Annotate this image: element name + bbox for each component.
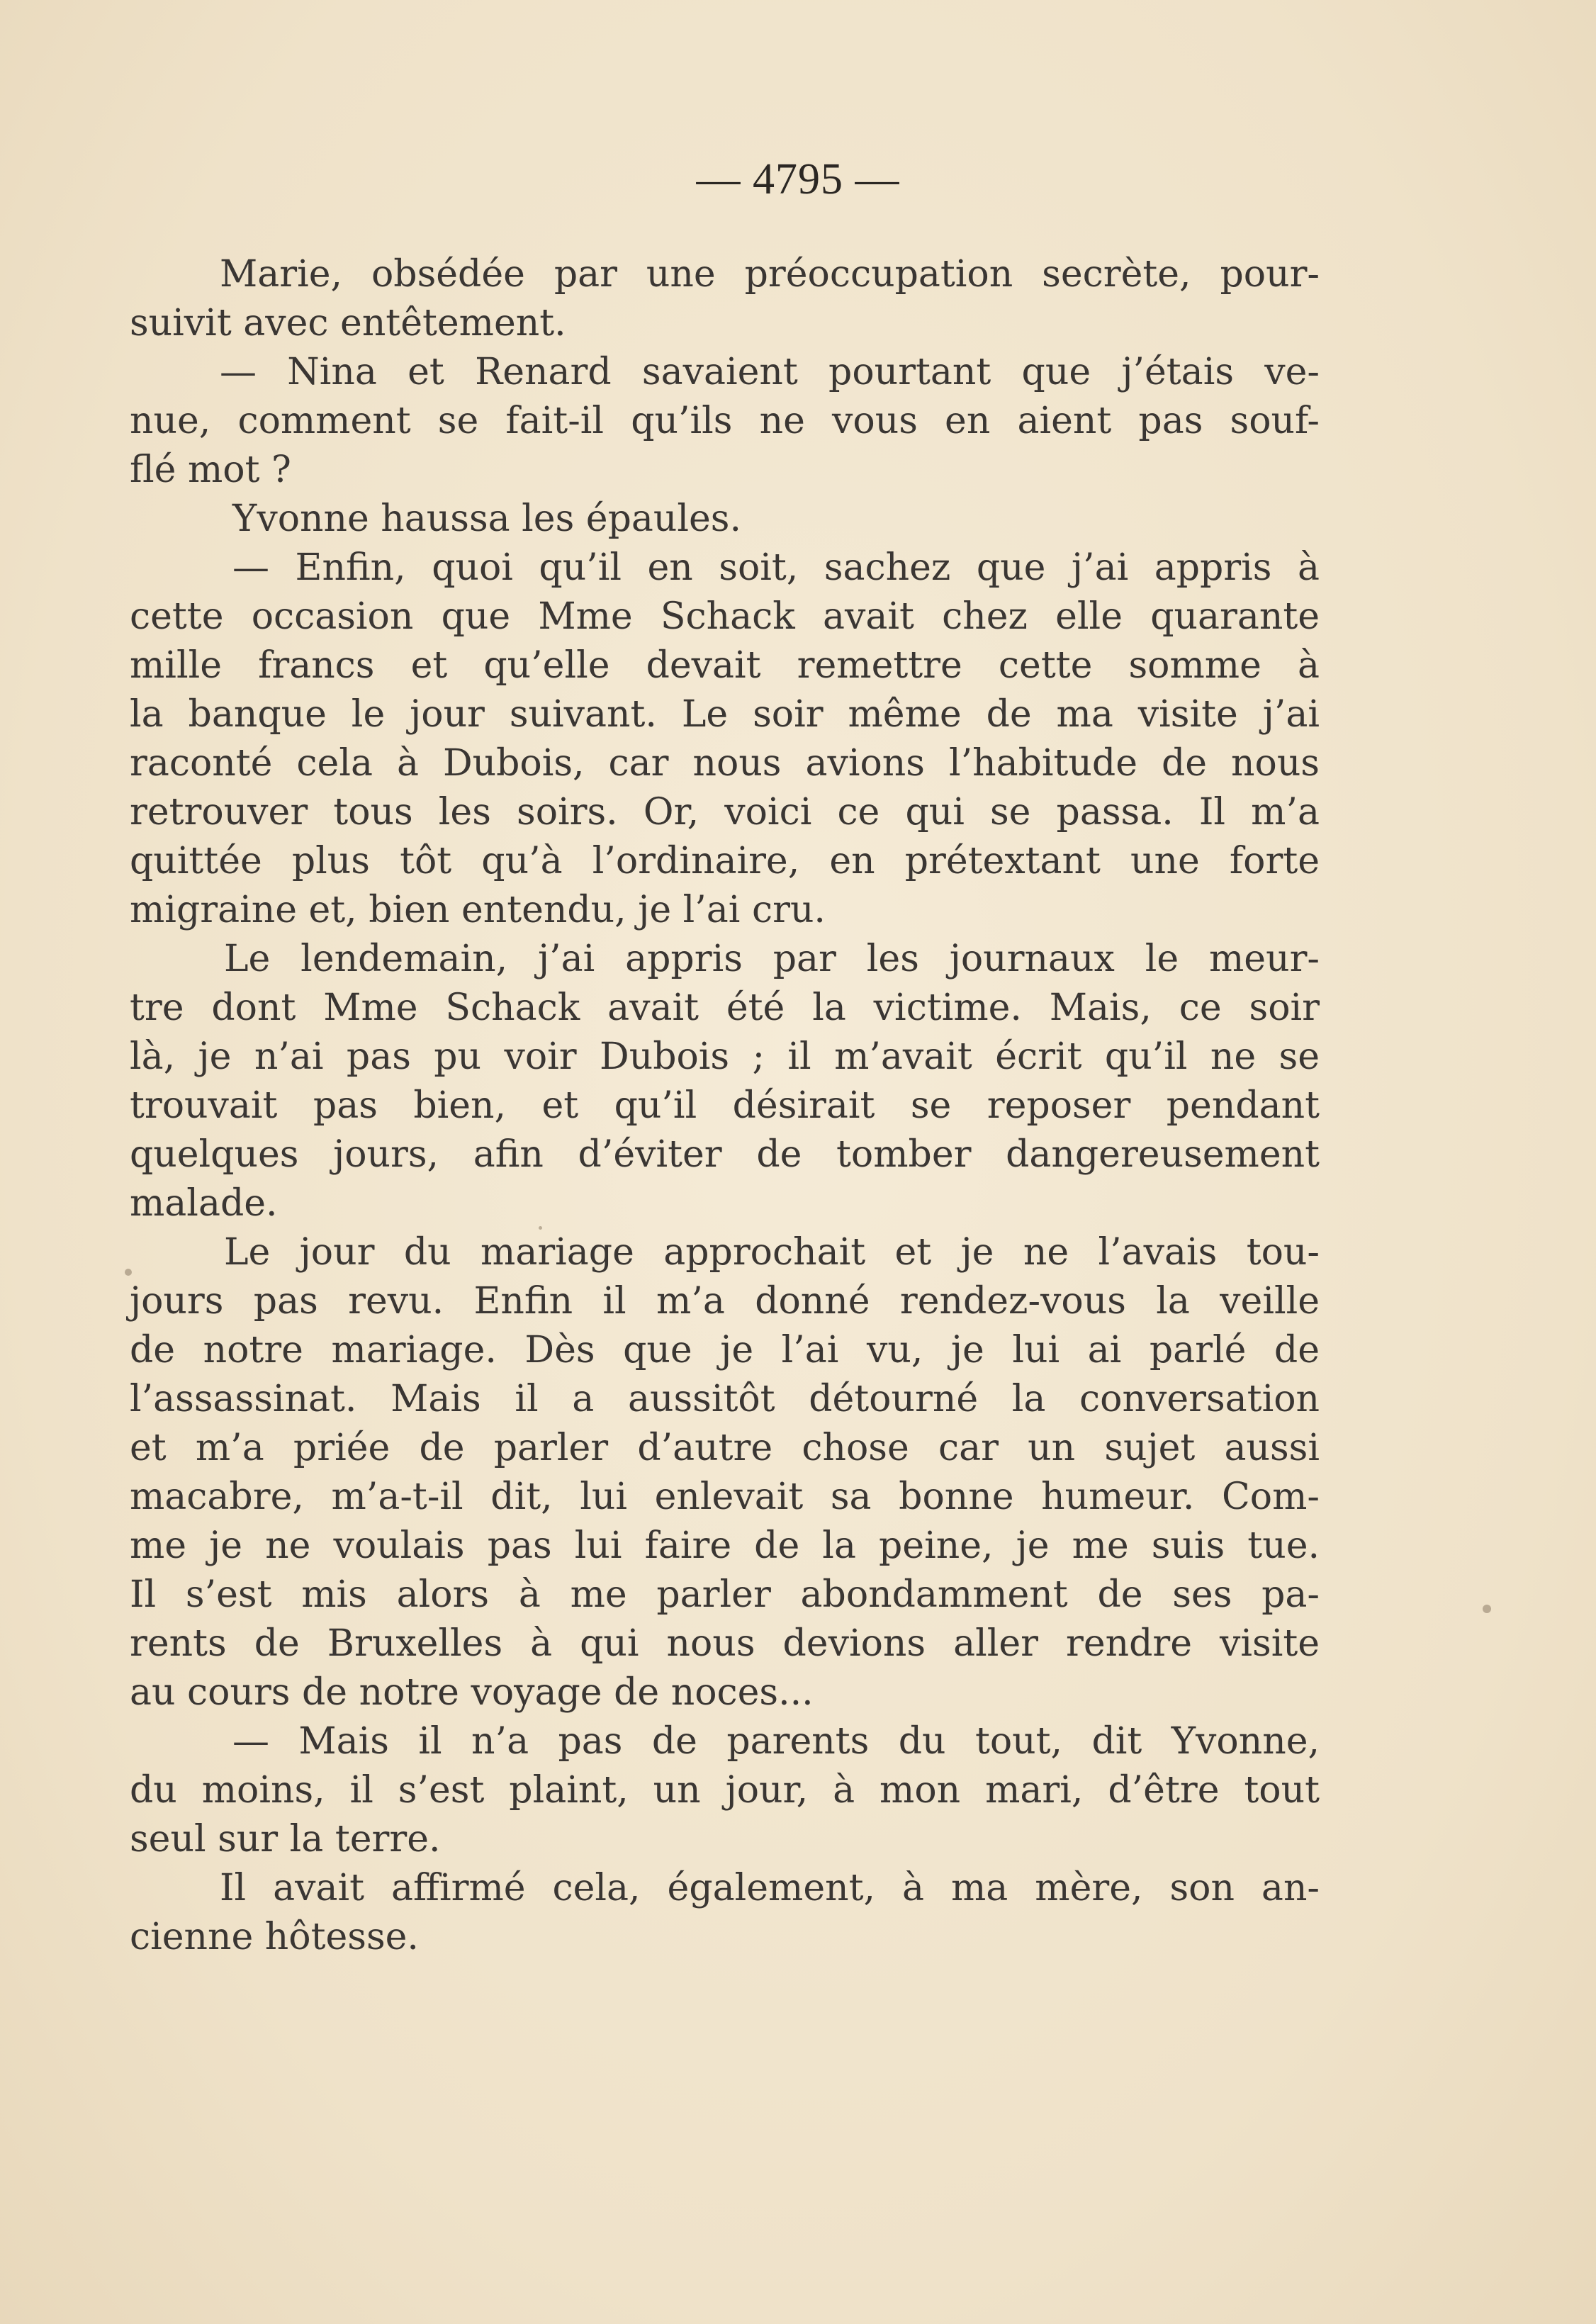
text-line: seul sur la terre. — [130, 1818, 441, 1860]
text-line: me je ne voulais pas lui faire de la peine, je me suis tue. — [130, 1525, 1320, 1567]
text-line: Yvonne haussa les épaules. — [232, 498, 741, 540]
text-line: Le lendemain, j’ai appris par les journaux le meur- — [224, 938, 1320, 980]
paper-spot — [1483, 1605, 1491, 1613]
text-line: Il s’est mis alors à me parler abondamment de ses pa- — [130, 1573, 1320, 1616]
text-line: de notre mariage. Dès que je l’ai vu, je lui ai parlé de — [130, 1329, 1320, 1371]
text-line: tre dont Mme Schack avait été la victime. Mais, ce soir — [130, 987, 1320, 1029]
text-line: quittée plus tôt qu’à l’ordinaire, en prétextant une forte — [130, 840, 1320, 882]
text-line: et m’a priée de parler d’autre chose car un sujet aussi — [130, 1427, 1320, 1469]
text-line: suivit avec entêtement. — [130, 302, 566, 344]
text-line: raconté cela à Dubois, car nous avions l’habitude de nous — [130, 742, 1320, 785]
page-number: — 4795 — — [696, 155, 900, 203]
text-line: malade. — [130, 1182, 278, 1225]
text-line: quelques jours, afin d’éviter de tomber dangereusement — [130, 1133, 1320, 1176]
text-line: — Enfin, quoi qu’il en soit, sachez que j’ai appris à — [232, 546, 1320, 589]
text-line: migraine et, bien entendu, je l’ai cru. — [130, 889, 826, 931]
text-line: là, je n’ai pas pu voir Dubois ; il m’avait écrit qu’il ne se — [130, 1035, 1320, 1078]
text-line: rents de Bruxelles à qui nous devions aller rendre visite — [130, 1622, 1320, 1665]
text-line: l’assassinat. Mais il a aussitôt détourné la conversation — [130, 1378, 1320, 1420]
text-line: Le jour du mariage approchait et je ne l’avais tou- — [224, 1231, 1320, 1274]
text-line: jours pas revu. Enfin il m’a donné rendez-vous la veille — [130, 1280, 1320, 1323]
paper-spot — [125, 1269, 132, 1276]
text-line: cette occasion que Mme Schack avait chez elle quarante — [130, 595, 1320, 638]
text-line: Marie, obsédée par une préoccupation secrète, pour- — [220, 253, 1320, 296]
text-line: — Nina et Renard savaient pourtant que j’étais ve- — [220, 351, 1320, 393]
text-line: nue, comment se fait-il qu’ils ne vous en aient pas souf- — [130, 400, 1320, 442]
text-line: cienne hôtesse. — [130, 1916, 419, 1958]
paper-spot — [539, 1226, 542, 1230]
text-line: Il avait affirmé cela, également, à ma mère, son an- — [220, 1867, 1320, 1909]
text-line: du moins, il s’est plaint, un jour, à mon mari, d’être tout — [130, 1769, 1320, 1812]
text-line: trouvait pas bien, et qu’il désirait se reposer pendant — [130, 1084, 1320, 1127]
text-line: retrouver tous les soirs. Or, voici ce qui se passa. Il m’a — [130, 791, 1320, 833]
text-line: la banque le jour suivant. Le soir même de ma visite j’ai — [130, 693, 1320, 736]
text-line: au cours de notre voyage de noces... — [130, 1671, 814, 1714]
text-line: — Mais il n’a pas de parents du tout, dit Yvonne, — [232, 1720, 1320, 1763]
text-line: macabre, m’a-t-il dit, lui enlevait sa bonne humeur. Com- — [130, 1476, 1320, 1518]
text-line: flé mot ? — [130, 449, 291, 491]
text-line: mille francs et qu’elle devait remettre cette somme à — [130, 644, 1320, 687]
